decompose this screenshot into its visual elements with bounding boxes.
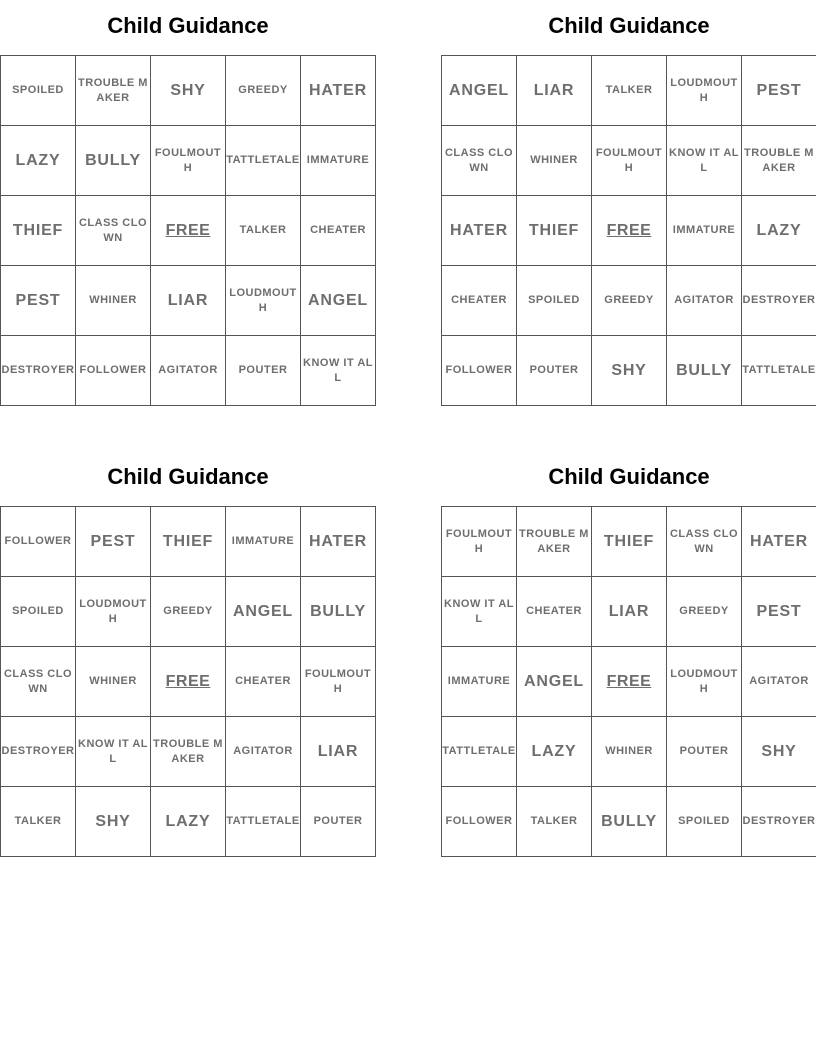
grid-cell: LAZY bbox=[742, 196, 816, 266]
grid-cell: TALKER bbox=[226, 196, 301, 266]
grid-cell: PEST bbox=[76, 507, 151, 577]
card-title: Child Guidance bbox=[107, 13, 269, 38]
grid-cell: SHY bbox=[151, 56, 226, 126]
grid-cell: AGITATOR bbox=[742, 647, 816, 717]
grid-cell: LAZY bbox=[1, 126, 76, 196]
grid-cell: KNOW IT ALL bbox=[442, 577, 517, 647]
grid-row bbox=[1, 507, 376, 577]
grid-cell: POUTER bbox=[667, 717, 742, 787]
grid-row bbox=[1, 717, 376, 787]
grid-cell: HATER bbox=[442, 196, 517, 266]
grid-cell: DESTROYER bbox=[742, 787, 816, 857]
grid-cell: AGITATOR bbox=[667, 266, 742, 336]
grid-cell: TROUBLE MAKER bbox=[151, 717, 226, 787]
grid-cell: KNOW IT ALL bbox=[667, 126, 742, 196]
grid-cell: HATER bbox=[742, 507, 816, 577]
grid-cell: DESTROYER bbox=[1, 717, 76, 787]
grid-row bbox=[442, 787, 816, 857]
grid-cell: FOLLOWER bbox=[1, 507, 76, 577]
bingo-grid bbox=[441, 506, 816, 857]
grid-row bbox=[1, 126, 376, 196]
grid-cell: WHINER bbox=[517, 126, 592, 196]
grid-cell: THIEF bbox=[517, 196, 592, 266]
grid-cell: SHY bbox=[592, 336, 667, 406]
grid-cell: CHEATER bbox=[301, 196, 376, 266]
grid-cell: GREEDY bbox=[667, 577, 742, 647]
grid-cell: POUTER bbox=[301, 787, 376, 857]
grid-cell: FOULMOUTH bbox=[442, 507, 517, 577]
grid-cell: LAZY bbox=[517, 717, 592, 787]
grid-cell: LOUDMOUTH bbox=[667, 56, 742, 126]
grid-cell: SPOILED bbox=[517, 266, 592, 336]
grid-cell: CLASS CLOWN bbox=[1, 647, 76, 717]
grid-cell: WHINER bbox=[76, 647, 151, 717]
bingo-grid bbox=[441, 55, 816, 406]
grid-cell: TATTLETALE bbox=[742, 336, 816, 406]
free-space-cell: FREE bbox=[592, 196, 667, 266]
grid-cell: TALKER bbox=[1, 787, 76, 857]
grid-cell: POUTER bbox=[226, 336, 301, 406]
grid-cell: GREEDY bbox=[592, 266, 667, 336]
grid-cell: PEST bbox=[1, 266, 76, 336]
grid-cell: CLASS CLOWN bbox=[667, 507, 742, 577]
grid-cell: LIAR bbox=[151, 266, 226, 336]
grid-cell: CLASS CLOWN bbox=[76, 196, 151, 266]
grid-cell: ANGEL bbox=[517, 647, 592, 717]
grid-row bbox=[1, 196, 376, 266]
grid-cell: LOUDMOUTH bbox=[76, 577, 151, 647]
grid-cell: FOULMOUTH bbox=[301, 647, 376, 717]
bingo-grid bbox=[0, 55, 376, 406]
grid-cell: SPOILED bbox=[1, 56, 76, 126]
grid-cell: THIEF bbox=[592, 507, 667, 577]
grid-cell: FOLLOWER bbox=[442, 336, 517, 406]
grid-cell: WHINER bbox=[76, 266, 151, 336]
grid-cell: PEST bbox=[742, 577, 816, 647]
grid-cell: TATTLETALE bbox=[442, 717, 517, 787]
grid-cell: SHY bbox=[76, 787, 151, 857]
grid-cell: FOULMOUTH bbox=[592, 126, 667, 196]
grid-cell: IMMATURE bbox=[442, 647, 517, 717]
card-title: Child Guidance bbox=[107, 464, 269, 489]
grid-cell: SPOILED bbox=[1, 577, 76, 647]
grid-row bbox=[1, 266, 376, 336]
grid-row bbox=[1, 647, 376, 717]
grid-cell: TROUBLE MAKER bbox=[76, 56, 151, 126]
grid-row bbox=[442, 196, 816, 266]
grid-cell: HATER bbox=[301, 56, 376, 126]
grid-row bbox=[442, 336, 816, 406]
grid-cell: LIAR bbox=[301, 717, 376, 787]
grid-cell: LOUDMOUTH bbox=[226, 266, 301, 336]
grid-row bbox=[442, 126, 816, 196]
grid-cell: TATTLETALE bbox=[226, 126, 301, 196]
grid-row bbox=[1, 787, 376, 857]
grid-cell: LOUDMOUTH bbox=[667, 647, 742, 717]
grid-row bbox=[442, 266, 816, 336]
grid-row bbox=[1, 336, 376, 406]
grid-cell: ANGEL bbox=[226, 577, 301, 647]
grid-cell: CLASS CLOWN bbox=[442, 126, 517, 196]
grid-row bbox=[442, 56, 816, 126]
grid-cell: TROUBLE MAKER bbox=[517, 507, 592, 577]
grid-cell: CHEATER bbox=[442, 266, 517, 336]
grid-cell: FOLLOWER bbox=[76, 336, 151, 406]
grid-cell: CHEATER bbox=[226, 647, 301, 717]
grid-cell: LIAR bbox=[517, 56, 592, 126]
grid-cell: TALKER bbox=[592, 56, 667, 126]
grid-cell: BULLY bbox=[301, 577, 376, 647]
grid-cell: FOLLOWER bbox=[442, 787, 517, 857]
grid-cell: LIAR bbox=[592, 577, 667, 647]
grid-cell: AGITATOR bbox=[151, 336, 226, 406]
free-space-cell: FREE bbox=[151, 196, 226, 266]
grid-cell: SHY bbox=[742, 717, 816, 787]
grid-cell: CHEATER bbox=[517, 577, 592, 647]
grid-cell: AGITATOR bbox=[226, 717, 301, 787]
grid-cell: THIEF bbox=[151, 507, 226, 577]
grid-cell: POUTER bbox=[517, 336, 592, 406]
grid-cell: KNOW IT ALL bbox=[301, 336, 376, 406]
grid-cell: WHINER bbox=[592, 717, 667, 787]
grid-cell: FOULMOUTH bbox=[151, 126, 226, 196]
grid-cell: HATER bbox=[301, 507, 376, 577]
card-title: Child Guidance bbox=[548, 13, 710, 38]
grid-cell: BULLY bbox=[667, 336, 742, 406]
grid-cell: ANGEL bbox=[442, 56, 517, 126]
grid-row bbox=[1, 577, 376, 647]
card-title: Child Guidance bbox=[548, 464, 710, 489]
grid-cell: IMMATURE bbox=[667, 196, 742, 266]
grid-cell: LAZY bbox=[151, 787, 226, 857]
grid-cell: THIEF bbox=[1, 196, 76, 266]
grid-cell: DESTROYER bbox=[742, 266, 816, 336]
grid-cell: IMMATURE bbox=[226, 507, 301, 577]
grid-cell: IMMATURE bbox=[301, 126, 376, 196]
free-space-cell: FREE bbox=[592, 647, 667, 717]
grid-row bbox=[442, 507, 816, 577]
free-space-cell: FREE bbox=[151, 647, 226, 717]
grid-cell: TROUBLE MAKER bbox=[742, 126, 816, 196]
grid-row bbox=[1, 56, 376, 126]
grid-cell: TALKER bbox=[517, 787, 592, 857]
grid-cell: GREEDY bbox=[226, 56, 301, 126]
grid-row bbox=[442, 577, 816, 647]
grid-cell: KNOW IT ALL bbox=[76, 717, 151, 787]
grid-row bbox=[442, 647, 816, 717]
bingo-grid bbox=[0, 506, 376, 857]
grid-cell: GREEDY bbox=[151, 577, 226, 647]
grid-cell: SPOILED bbox=[667, 787, 742, 857]
grid-row bbox=[442, 717, 816, 787]
grid-cell: BULLY bbox=[76, 126, 151, 196]
grid-cell: DESTROYER bbox=[1, 336, 76, 406]
grid-cell: BULLY bbox=[592, 787, 667, 857]
grid-cell: TATTLETALE bbox=[226, 787, 301, 857]
grid-cell: PEST bbox=[742, 56, 816, 126]
grid-cell: ANGEL bbox=[301, 266, 376, 336]
